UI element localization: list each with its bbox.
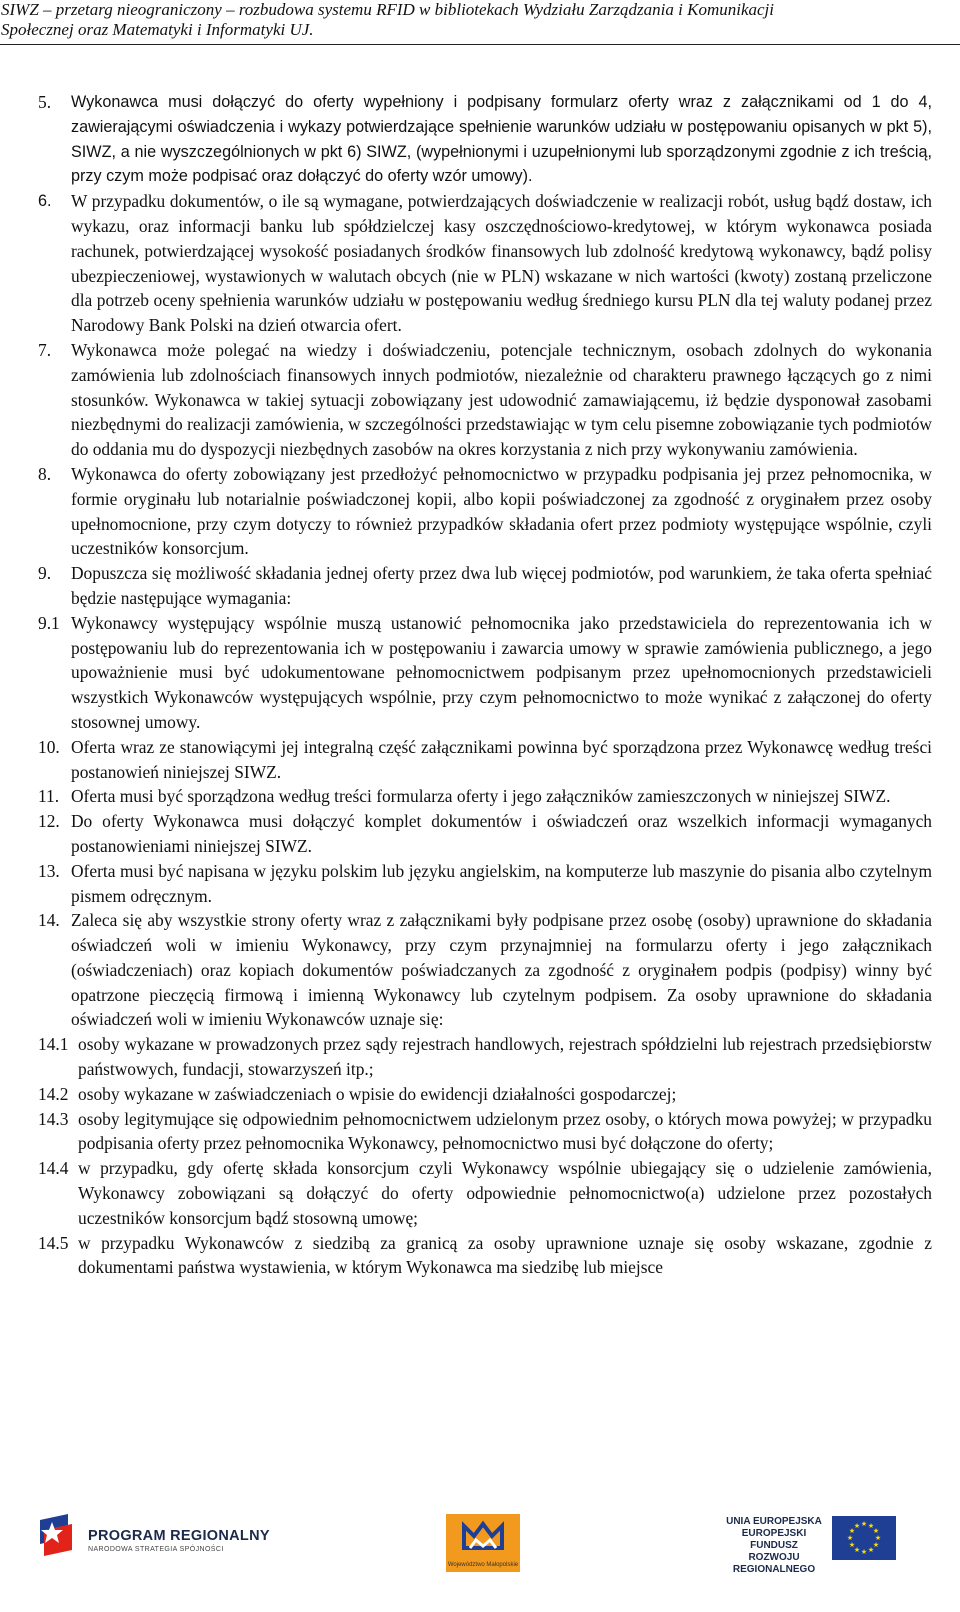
- item-number: 14.5: [38, 1232, 69, 1253]
- list-item-12: [38, 809, 932, 859]
- item-text: Zaleca się aby wszystkie strony oferty wraz z załącznikami były podpisane przez osobę (osoby) uprawnione do składania oświadczeń woli w imieniu Wykonawcy, przy czym przynajmniej na formularzu oferty i jego załącznikach (oświadczeniach) oraz kopiach dokumentów poświadczanych za zgodność z oryginałem podpis (podpisy) winny być opatrzone pieczęcią firmową i imienną Wykonawcy lub czytelnym podpisem. Za osoby uprawnione do składania oświadczeń woli w imieniu Wykonawców uznaje się:: [71, 910, 932, 1030]
- list-item-14-4: [38, 1156, 932, 1230]
- item-number: 5.: [38, 92, 52, 112]
- item-number: 14.2: [38, 1083, 69, 1104]
- svg-text:★: ★: [848, 1541, 856, 1549]
- item-text: Wykonawca może polegać na wiedzy i doświadczeniu, potencjale technicznym, osobach zdolnych do wykonania zamówienia lub zdolnościach finansowych innych podmiotów, niezależnie od charakteru prawnego łączących go z nimi stosunków. Wykonawca w takiej sytuacji zobowiązany jest udowodnić zamawiającemu, iż będzie dysponował zasobami niezbędnymi do realizacji zamówienia, w szczególności przedstawiając w tym celu pisemne zobowiązanie tych podmiotów do oddania mu do dyspozycji niezbędnych zasobów na okres korzystania z nich przy wykonywaniu zamówienia.: [71, 339, 932, 460]
- eu-line3: ROZWOJU REGIONALNEGO: [732, 1552, 816, 1575]
- eu-text: [726, 1516, 822, 1576]
- item-text: Oferta musi być sporządzona według treści formularza oferty i jego załączników zamieszczonych w niniejszej SIWZ.: [71, 786, 891, 807]
- item-text: Dopuszcza się możliwość składania jednej oferty przez dwa lub więcej podmiotów, pod warunkiem, że taka oferta spełniać będzie następujące wymagania:: [71, 563, 932, 608]
- list-item-8: [38, 462, 932, 561]
- item-text: w przypadku Wykonawców z siedzibą za granicą za osoby uprawnione uznaje się osoby wskazane, zgodnie z dokumentami państwa wystawienia, w którym Wykonawca ma siedzibę lub miejsce: [78, 1232, 932, 1278]
- list-item-13: [38, 859, 932, 909]
- svg-text:★: ★: [872, 1527, 880, 1535]
- item-number: 9.: [38, 563, 52, 584]
- program-regionalny-subtitle: NARODOWA STRATEGIA SPÓJNOŚCI: [88, 1546, 224, 1553]
- item-number: 9.1: [38, 612, 60, 633]
- list-item-9-1: [38, 611, 932, 735]
- item-text: w przypadku, gdy ofertę składa konsorcjum czyli Wykonawcy wspólnie ubiegający się o udzielenie zamówienia, Wykonawcy zobowiązani są dołączyć do oferty odpowiednie pełnomocnictwo(a) udzielone przez pozostałych uczestników konsorcjum bądź stosowną umowę;: [78, 1158, 932, 1228]
- svg-text:★: ★: [874, 1534, 882, 1542]
- item-number: 14.3: [38, 1108, 69, 1129]
- item-text: Wykonawca do oferty zobowiązany jest przedłożyć pełnomocnictwo w przypadku podpisania jej przez pełnomocnika, w formie oryginału lub notarialnie poświadczonej kopii, albo kopii poświadczonej za zgodność z oryginałem przez osoby upełnomocnione, przy czym dotyczy to również przypadków składania ofert przez podmioty występujące wspólnie, czyli uczestników konsorcjum.: [71, 463, 932, 559]
- eu-erdf-logo: [726, 1508, 926, 1575]
- list-item-14: [38, 908, 932, 1032]
- malopolska-label: Województwo Małopolskie: [447, 1562, 519, 1568]
- svg-text:★: ★: [867, 1546, 875, 1554]
- list-item-10: [38, 735, 932, 785]
- malopolska-emblem-icon: [446, 1514, 520, 1558]
- header-title-line1: SIWZ – przetarg nieograniczony – rozbudowa systemu RFID w bibliotekach Wydziału Zarządzania i Komunikacji: [1, 0, 774, 19]
- flag-star-icon: [38, 1508, 84, 1564]
- item-number: 12.: [38, 811, 60, 832]
- svg-text:★: ★: [846, 1534, 854, 1542]
- program-regionalny-logo: [38, 1508, 268, 1568]
- item-number: 14.4: [38, 1158, 69, 1179]
- item-number: 6.: [38, 192, 52, 211]
- svg-text:★: ★: [853, 1522, 861, 1530]
- item-text: osoby wykazane w zaświadczeniach o wpisie do ewidencji działalności gospodarczej;: [78, 1083, 677, 1104]
- eu-line2: EUROPEJSKI FUNDUSZ: [741, 1528, 807, 1551]
- item-number: 14.1: [38, 1034, 69, 1055]
- program-regionalny-title: PROGRAM REGIONALNY: [88, 1528, 270, 1544]
- document-body: [38, 90, 932, 1280]
- page-footer: [0, 1500, 960, 1612]
- svg-text:★: ★: [872, 1541, 880, 1549]
- eu-line1: UNIA EUROPEJSKA: [726, 1516, 822, 1527]
- svg-text:★: ★: [860, 1520, 868, 1528]
- item-number: 11.: [38, 786, 60, 807]
- list-item-11: [38, 784, 932, 809]
- svg-text:★: ★: [848, 1527, 856, 1535]
- list-item-14-1: [38, 1032, 932, 1082]
- list-item-7: [38, 338, 932, 462]
- svg-text:★: ★: [867, 1522, 875, 1530]
- item-number: 13.: [38, 860, 60, 881]
- item-text: osoby wykazane w prowadzonych przez sądy rejestrach handlowych, rejestrach spółdzielni lub rejestrach przedsiębiorstw państwowych, fundacji, stowarzyszeń itp.;: [78, 1034, 932, 1080]
- list-item-5: [38, 90, 932, 189]
- item-text: Do oferty Wykonawca musi dołączyć komplet dokumentów i oświadczeń oraz wszelkich informacji wymaganych postanowieniami niniejszej SIWZ.: [71, 811, 932, 856]
- item-number: 14.: [38, 910, 60, 931]
- item-text: osoby legitymujące się odpowiednim pełnomocnictwem udzielonym przez osoby, o których mowa powyżej; w przypadku podpisania oferty przez pełnomocnika Wykonawcy, pełnomocnictwo musi być dołączone do oferty;: [78, 1108, 932, 1154]
- item-text: Wykonawca musi dołączyć do oferty wypełniony i podpisany formularz oferty wraz z załącznikami od 1 do 4, zawierającymi oświadczenia i wykazy potwierdzające spełnienie warunków udziału w postępowaniu opisanych w pkt 5), SIWZ, a nie wyszczególnionych w pkt 6) SIWZ, (wypełnionymi i uzupełnionymi lub sporządzonymi zgodnie z ich treścią, przy czym może podpisać oraz dołączyć do oferty wzór umowy).: [71, 93, 932, 186]
- item-number: 8.: [38, 463, 52, 484]
- item-number: 10.: [38, 736, 60, 757]
- header-title-line2: Społecznej oraz Matematyki i Informatyki UJ.: [1, 20, 314, 39]
- list-item-9: [38, 561, 932, 611]
- item-text: W przypadku dokumentów, o ile są wymagane, potwierdzających doświadczenie w realizacji robót, usług bądź dostaw, ich wykazu, oraz informacji banku lub spółdzielczej kasy oszczędnościowo-kredytowej, w którym wykonawca posiada rachunek, potwierdzającej wysokość posiadanych środków finansowych lub zdolność kredytową wykonawcy, bądź polisy ubezpieczeniowej, wystawionych w walutach obcych (nie w PLN) wskazane w nich wartości (kwoty) zostaną przeliczone dla potrzeb oceny spełnienia warunków udziału w postępowaniu według średniego kursu PLN dla tej waluty podanej przez Narodowy Bank Polski na dzień otwarcia ofert.: [71, 191, 932, 336]
- svg-text:★: ★: [860, 1548, 868, 1556]
- list-item-6: [38, 189, 932, 338]
- item-number: 7.: [38, 339, 52, 360]
- list-item-14-2: [38, 1082, 932, 1107]
- item-text: Oferta wraz ze stanowiącymi jej integralną część załącznikami powinna być sporządzona przez Wykonawcę według treści postanowień niniejszej SIWZ.: [71, 736, 932, 782]
- svg-text:★: ★: [853, 1546, 861, 1554]
- malopolska-logo: [446, 1514, 520, 1572]
- item-text: Oferta musi być napisana w języku polskim lub języku angielskim, na komputerze lub maszynie do pisania albo czytelnym pismem odręcznym.: [71, 860, 932, 906]
- eu-flag-icon: [832, 1516, 896, 1560]
- header-divider: [0, 44, 960, 45]
- item-text: Wykonawcy występujący wspólnie muszą ustanowić pełnomocnika jako przedstawiciela do reprezentowania ich w postępowaniu lub do reprezentowania ich w postępowaniu i zawarcia umowy w sprawie zamówienia publicznego, a jego upoważnienie musi być udokumentowane pełnomocnictwem podpisanym przez upełnomocnionych przedstawicieli wszystkich Wykonawców występujących wspólnie, przy czym pełnomocnictwo to może wynikać z załączonej do oferty stosownej umowy.: [71, 612, 932, 732]
- list-item-14-3: [38, 1107, 932, 1157]
- page-header: [0, 0, 960, 40]
- list-item-14-5: [38, 1231, 932, 1281]
